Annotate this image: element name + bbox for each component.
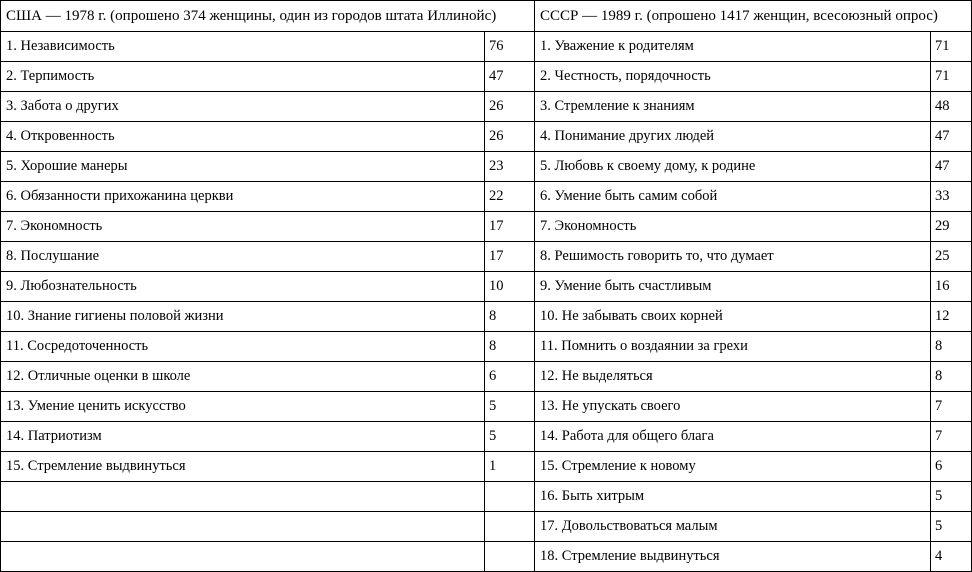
table-row <box>1 152 972 182</box>
table-row <box>1 482 972 512</box>
table-row <box>1 392 972 422</box>
usa-value-cell: 5 <box>485 422 535 452</box>
table-row <box>1 62 972 92</box>
ussr-item-cell: 10. Не забывать своих корней <box>535 302 931 332</box>
ussr-value-cell: 6 <box>931 452 972 482</box>
usa-item-cell <box>1 512 485 542</box>
usa-item-cell: 13. Умение ценить искусство <box>1 392 485 422</box>
ussr-item-cell: 17. Довольствоваться малым <box>535 512 931 542</box>
table-row <box>1 212 972 242</box>
usa-value-cell: 17 <box>485 212 535 242</box>
ussr-item-cell: 8. Решимость говорить то, что думает <box>535 242 931 272</box>
ussr-value-cell: 25 <box>931 242 972 272</box>
table-row <box>1 92 972 122</box>
usa-value-cell <box>485 482 535 512</box>
ussr-value-cell: 8 <box>931 362 972 392</box>
table-row <box>1 512 972 542</box>
usa-value-cell: 47 <box>485 62 535 92</box>
usa-item-cell: 5. Хорошие манеры <box>1 152 485 182</box>
usa-value-cell: 23 <box>485 152 535 182</box>
ussr-item-cell: 4. Понимание других людей <box>535 122 931 152</box>
usa-item-cell: 11. Сосредоточенность <box>1 332 485 362</box>
usa-item-cell: 12. Отличные оценки в школе <box>1 362 485 392</box>
ussr-value-cell: 5 <box>931 512 972 542</box>
table-body <box>1 1 972 572</box>
usa-item-cell: 14. Патриотизм <box>1 422 485 452</box>
usa-item-cell: 4. Откровенность <box>1 122 485 152</box>
usa-value-cell: 76 <box>485 32 535 62</box>
table-row <box>1 32 972 62</box>
table-row <box>1 242 972 272</box>
table-header-row <box>1 1 972 32</box>
usa-item-cell: 2. Терпимость <box>1 62 485 92</box>
usa-value-cell: 26 <box>485 92 535 122</box>
ussr-value-cell: 29 <box>931 212 972 242</box>
usa-value-cell: 6 <box>485 362 535 392</box>
usa-value-cell: 8 <box>485 302 535 332</box>
ussr-item-cell: 16. Быть хитрым <box>535 482 931 512</box>
usa-item-cell <box>1 542 485 572</box>
ussr-item-cell: 6. Умение быть самим собой <box>535 182 931 212</box>
ussr-item-cell: 2. Честность, порядочность <box>535 62 931 92</box>
usa-value-cell: 8 <box>485 332 535 362</box>
table-row <box>1 542 972 572</box>
ussr-value-cell: 16 <box>931 272 972 302</box>
ussr-value-cell: 7 <box>931 392 972 422</box>
ussr-item-cell: 5. Любовь к своему дому, к родине <box>535 152 931 182</box>
ussr-item-cell: 18. Стремление выдвинуться <box>535 542 931 572</box>
table-row <box>1 272 972 302</box>
ussr-item-cell: 15. Стремление к новому <box>535 452 931 482</box>
usa-item-cell: 6. Обязанности прихожанина церкви <box>1 182 485 212</box>
ussr-item-cell: 3. Стремление к знаниям <box>535 92 931 122</box>
usa-item-cell: 8. Послушание <box>1 242 485 272</box>
ussr-item-cell: 11. Помнить о воздаянии за грехи <box>535 332 931 362</box>
usa-value-cell: 5 <box>485 392 535 422</box>
ussr-value-cell: 5 <box>931 482 972 512</box>
usa-value-cell: 10 <box>485 272 535 302</box>
ussr-value-cell: 47 <box>931 122 972 152</box>
usa-item-cell: 1. Независимость <box>1 32 485 62</box>
ussr-value-cell: 8 <box>931 332 972 362</box>
table-row <box>1 182 972 212</box>
ussr-item-cell: 12. Не выделяться <box>535 362 931 392</box>
usa-value-cell: 1 <box>485 452 535 482</box>
usa-item-cell: 9. Любознательность <box>1 272 485 302</box>
usa-item-cell: 7. Экономность <box>1 212 485 242</box>
usa-value-cell: 26 <box>485 122 535 152</box>
usa-value-cell <box>485 512 535 542</box>
table-row <box>1 332 972 362</box>
usa-item-cell: 10. Знание гигиены половой жизни <box>1 302 485 332</box>
table-row <box>1 302 972 332</box>
ussr-value-cell: 12 <box>931 302 972 332</box>
ussr-item-cell: 14. Работа для общего блага <box>535 422 931 452</box>
ussr-item-cell: 9. Умение быть счастливым <box>535 272 931 302</box>
usa-item-cell: 3. Забота о других <box>1 92 485 122</box>
ussr-value-cell: 33 <box>931 182 972 212</box>
usa-value-cell <box>485 542 535 572</box>
usa-value-cell: 17 <box>485 242 535 272</box>
table-row <box>1 452 972 482</box>
table-row <box>1 122 972 152</box>
ussr-item-cell: 7. Экономность <box>535 212 931 242</box>
ussr-value-cell: 4 <box>931 542 972 572</box>
ussr-value-cell: 7 <box>931 422 972 452</box>
ussr-item-cell: 1. Уважение к родителям <box>535 32 931 62</box>
table-row <box>1 362 972 392</box>
ussr-item-cell: 13. Не упускать своего <box>535 392 931 422</box>
usa-value-cell: 22 <box>485 182 535 212</box>
table-row <box>1 422 972 452</box>
ussr-header: СССР — 1989 г. (опрошено 1417 женщин, всесоюзный опрос) <box>535 1 972 32</box>
usa-header: США — 1978 г. (опрошено 374 женщины, один из городов штата Иллинойс) <box>1 1 535 32</box>
ussr-value-cell: 71 <box>931 32 972 62</box>
ussr-value-cell: 47 <box>931 152 972 182</box>
usa-item-cell <box>1 482 485 512</box>
usa-item-cell: 15. Стремление выдвинуться <box>1 452 485 482</box>
ussr-value-cell: 48 <box>931 92 972 122</box>
ussr-value-cell: 71 <box>931 62 972 92</box>
